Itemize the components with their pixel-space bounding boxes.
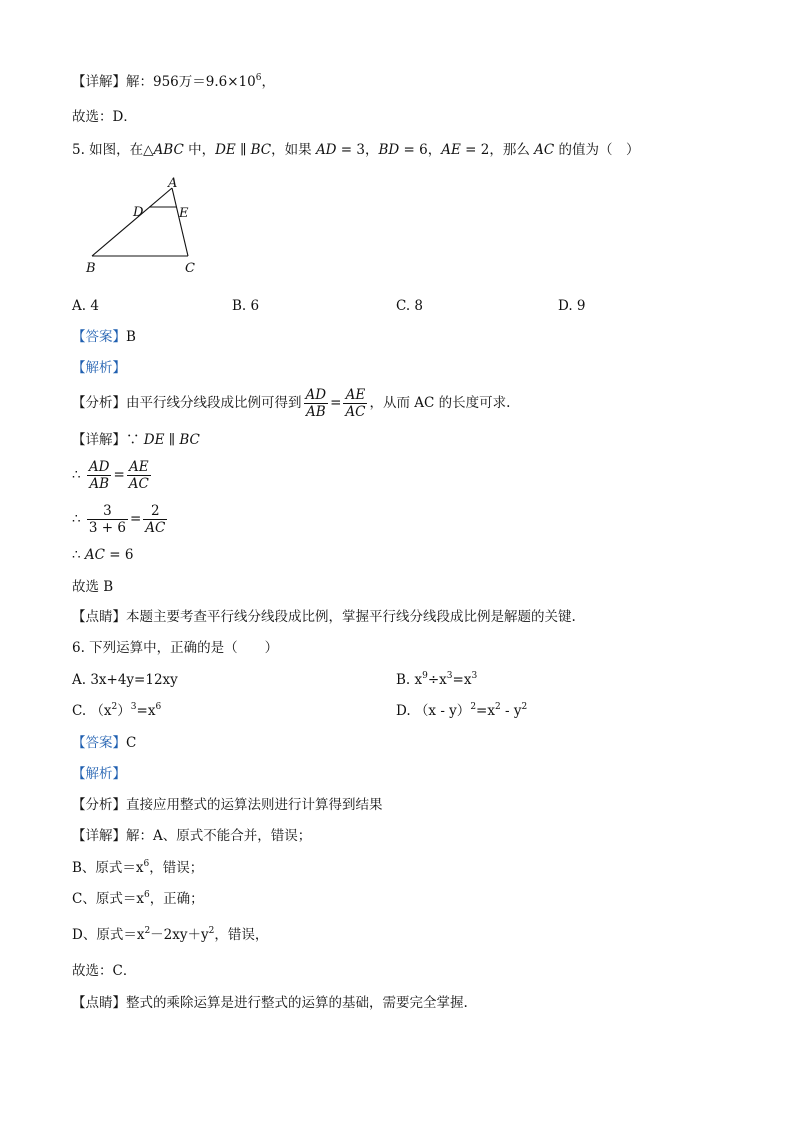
exponent: 2 [111, 702, 118, 712]
question-5-stem [72, 140, 640, 160]
q5-answer [72, 327, 136, 347]
triangle-name: ABC [153, 142, 184, 158]
tag-analysis: 【分析】 [72, 797, 126, 813]
equals: = [330, 395, 342, 411]
q5-comment [72, 607, 576, 627]
analysis-text: 由平行线分线段成比例可得到 [126, 395, 302, 411]
fraction-3-over-9 [87, 503, 128, 536]
tag-detail: 【详解】 [72, 432, 126, 448]
detail-text: 解：956万＝9.6×10 [126, 74, 256, 90]
analysis-text: ，从而 AC 的长度可求. [369, 395, 511, 411]
option-text: ÷x [427, 672, 447, 688]
q6-answer [72, 733, 136, 753]
detail-text: ，正确； [149, 891, 204, 907]
denominator: AC [128, 476, 149, 492]
analysis-text: 直接应用整式的运算法则进行计算得到结果 [126, 797, 383, 813]
side-ac [172, 188, 188, 256]
segment-ac: AC [534, 142, 555, 158]
tag-comment: 【点睛】 [72, 609, 126, 625]
detail-text: B、原式＝x [72, 860, 144, 876]
option-text: - y [500, 703, 522, 719]
option-text: D. （x - y） [396, 703, 471, 719]
stem-text: = 2，那么 [460, 142, 535, 158]
exponent: 6 [155, 702, 162, 712]
side-ab [92, 188, 172, 256]
therefore-symbol: ∴ [72, 547, 85, 563]
segment-bc: BC [250, 142, 272, 158]
tag-comment: 【点睛】 [72, 995, 126, 1011]
detail-text: C、原式＝x [72, 891, 144, 907]
q6-detail [72, 826, 311, 846]
exponent: 6 [255, 73, 262, 83]
fraction-ad-ab [304, 387, 329, 420]
label-b: B [86, 261, 96, 276]
punct: ， [261, 74, 275, 90]
exponent: 2 [208, 926, 215, 936]
detail-text: ，错误， [214, 927, 269, 943]
q5-analysis [72, 384, 510, 422]
q6-option-a: A. 3x+4y=12xy [72, 672, 178, 688]
q6-option-d [396, 701, 527, 721]
option-text: =x [136, 703, 156, 719]
exponent: 3 [471, 671, 478, 681]
exponent: 2 [494, 702, 501, 712]
fraction-ae-ac [343, 387, 367, 420]
result-value: = 6 [104, 547, 134, 563]
numerator: AE [343, 387, 367, 404]
segment-ae: AE [441, 142, 461, 158]
q5-step-2 [72, 500, 169, 538]
exponent: 2 [521, 702, 528, 712]
q5-option-d: D. 9 [558, 298, 586, 314]
tag-detail: 【详解】 [72, 828, 126, 844]
denominator: AB [89, 476, 110, 492]
segment-bd: BD [378, 142, 400, 158]
denominator: 3 + 6 [88, 520, 126, 536]
q6-detail-d [72, 925, 268, 945]
tag-detail: 【详解】 [72, 74, 126, 90]
segment-de: DE [215, 142, 236, 158]
q6-comment [72, 993, 468, 1013]
stem-text: = 3， [336, 142, 379, 158]
segment-bc: BC [179, 432, 200, 448]
q6-detail-b [72, 858, 203, 878]
q6-detail-c [72, 889, 204, 909]
detail-text: ，错误； [149, 860, 204, 876]
triangle-figure [80, 176, 210, 276]
option-text: C. （x [72, 703, 112, 719]
exponent: 2 [470, 702, 477, 712]
q5-choice: 故选 B [72, 579, 114, 595]
stem-text: 的值为（ ） [554, 142, 640, 158]
numerator: 3 [87, 503, 128, 520]
option-text: ） [117, 703, 131, 719]
stem-text: 如图，在△ [89, 142, 154, 158]
answer-value: C [126, 735, 137, 751]
fraction-ad-ab [87, 459, 112, 492]
exponent: 2 [144, 926, 151, 936]
therefore-symbol: ∴ [72, 511, 85, 527]
q6-option-c [72, 701, 161, 721]
detail-line-1 [72, 72, 275, 92]
comment-text: 整式的乘除运算是进行整式的运算的基础，需要完全掌握. [126, 995, 468, 1011]
q6-choice: 故选：C． [72, 963, 137, 979]
denominator: AC [345, 404, 366, 420]
question-6-stem: 6. 下列运算中，正确的是（ ） [72, 640, 279, 656]
exponent: 6 [143, 890, 150, 900]
segment-ad: AD [315, 142, 337, 158]
detail-text: －2xy＋y [150, 927, 209, 943]
q5-analysis-tag: 【解析】 [72, 360, 126, 376]
q5-option-c: C. 8 [396, 298, 424, 314]
stem-text: = 6， [399, 142, 442, 158]
numerator: 2 [143, 503, 167, 520]
stem-text: ，如果 [271, 142, 316, 158]
option-text: B. x [396, 672, 423, 688]
label-e: E [179, 206, 189, 221]
q5-option-b: B. 6 [232, 298, 260, 314]
numerator: AE [127, 459, 151, 476]
answer-choice-line: 故选：D． [72, 109, 137, 125]
numerator: AD [88, 459, 110, 475]
exponent: 9 [422, 671, 428, 681]
exponent: 3 [130, 702, 137, 712]
fraction-ae-ac [127, 459, 151, 492]
tag-answer: 【答案】 [72, 735, 126, 751]
equals: = [129, 511, 142, 527]
q5-step-1 [72, 456, 153, 494]
because-symbol: ∵ [126, 432, 144, 448]
q5-detail [72, 430, 200, 450]
exponent: 6 [143, 859, 150, 869]
fraction-2-over-ac [143, 503, 167, 536]
therefore-symbol: ∴ [72, 467, 85, 483]
label-d: D [133, 205, 144, 220]
option-text: =x [452, 672, 472, 688]
q5-option-a: A. 4 [72, 298, 99, 314]
denominator: AC [145, 520, 166, 536]
label-a: A [168, 176, 178, 191]
exponent: 3 [446, 671, 453, 681]
parallel-symbol: ∥ [164, 432, 180, 448]
detail-text: D、原式＝x [72, 927, 145, 943]
parallel-symbol: ∥ [235, 142, 251, 158]
segment-ac: AC [84, 547, 105, 563]
q6-option-b [396, 670, 477, 690]
denominator: AB [305, 404, 326, 420]
q6-analysis [72, 795, 383, 815]
tag-analysis: 【分析】 [72, 395, 126, 411]
tag-answer: 【答案】 [72, 329, 126, 345]
q5-step-3 [72, 545, 133, 565]
option-text: =x [476, 703, 495, 719]
answer-value: B [126, 329, 136, 345]
label-c: C [185, 261, 195, 276]
question-number: 5. [72, 142, 90, 158]
q6-analysis-tag: 【解析】 [72, 766, 126, 782]
segment-de: DE [143, 432, 165, 448]
equals: = [113, 467, 125, 483]
detail-text: 解：A、原式不能合并，错误； [126, 828, 312, 844]
comment-text: 本题主要考查平行线分线段成比例，掌握平行线分线段成比例是解题的关键. [126, 609, 576, 625]
numerator: AD [305, 387, 327, 403]
stem-text: 中， [183, 142, 216, 158]
